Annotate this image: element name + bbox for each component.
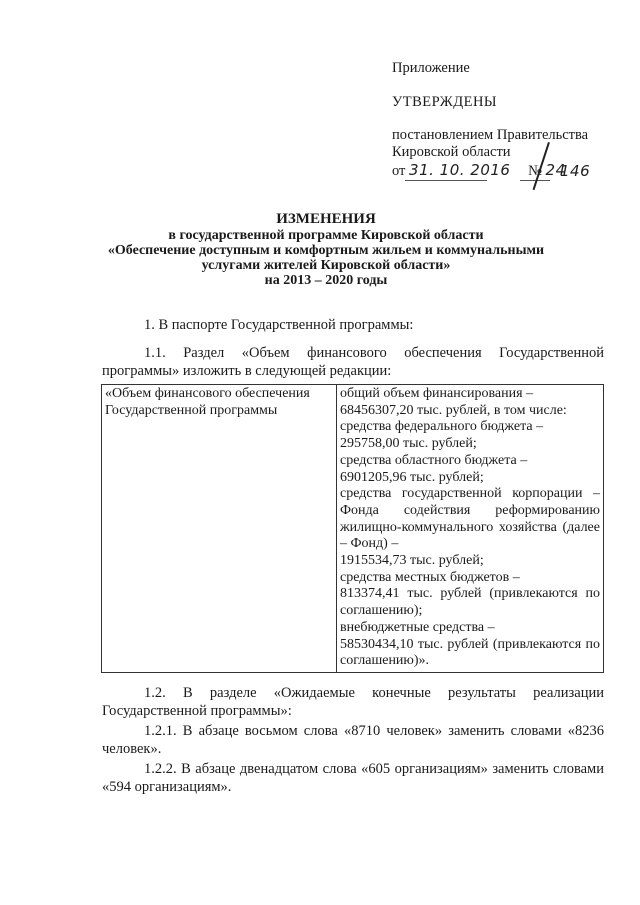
- paragraph-1-2-2: 1.2.2. В абзаце двенадцатом слова «605 организациям» заменить словами «594 организациям».: [102, 761, 604, 795]
- doc-title: ИЗМЕНЕНИЯ: [276, 211, 376, 227]
- paragraph-1-1: 1.1. Раздел «Объем финансового обеспечения Государственной программы» изложить в следующей редакции:: [102, 345, 604, 379]
- doc-subtitle-2: «Обеспечение доступным и комфортным жильем и коммунальными: [107, 243, 545, 258]
- table-line: внебюджетные средства –: [340, 619, 495, 635]
- doc-subtitle-3: услугами жителей Кировской области»: [201, 258, 451, 273]
- approved-label: УТВЕРЖДЕНЫ: [392, 94, 498, 110]
- financing-table: [101, 384, 604, 673]
- handwritten-number-suffix: 146: [560, 162, 591, 180]
- table-line: 813374,41 тыс. рублей (привлекаются по соглашению);: [340, 586, 600, 619]
- number-prefix: №: [528, 163, 542, 179]
- doc-subtitle-1: в государственной программе Кировской области: [168, 228, 484, 243]
- table-line: 295758,00 тыс. рублей;: [340, 436, 477, 452]
- table-line: 58530434,10 тыс. рублей (привлекаются по соглашению)».: [340, 636, 600, 669]
- decree-line-2: Кировской области: [392, 144, 511, 160]
- paragraph-1: 1. В паспорте Государственной программы:: [144, 317, 414, 333]
- table-cell-label: «Объем финансового обеспечения Государственной программы: [102, 385, 337, 673]
- table-cell-value: [337, 385, 604, 673]
- table-line: 1915534,73 тыс. рублей;: [340, 553, 484, 569]
- table-line: средства областного бюджета –: [340, 452, 528, 468]
- paragraph-1-2: 1.2. В разделе «Ожидаемые конечные результаты реализации Государственной программы»:: [102, 685, 604, 719]
- doc-subtitle-4: на 2013 – 2020 годы: [264, 273, 388, 288]
- table-line: средства государственной корпорации – Фонда содействия реформированию жилищно-коммунального хозяйства (далее – Фонд) –: [340, 486, 600, 552]
- table-line: 68456307,20 тыс. рублей, в том числе:: [340, 402, 567, 418]
- table-line: 6901205,96 тыс. рублей;: [340, 469, 484, 485]
- table-row: [102, 385, 604, 673]
- table-line: средства федерального бюджета –: [340, 419, 544, 435]
- appendix-label: Приложение: [392, 60, 470, 76]
- decree-line-1: постановлением Правительства: [392, 127, 589, 143]
- table-line: общий объем финансирования –: [340, 386, 534, 401]
- date-underline: [405, 180, 487, 181]
- paragraph-1-2-1: 1.2.1. В абзаце восьмом слова «8710 человек» заменить словами «8236 человек».: [102, 723, 604, 757]
- handwritten-date: 31. 10. 2016: [409, 161, 511, 179]
- handwritten-number: 24: [545, 161, 566, 179]
- table-line: средства местных бюджетов –: [340, 569, 520, 585]
- date-prefix: от: [392, 163, 406, 179]
